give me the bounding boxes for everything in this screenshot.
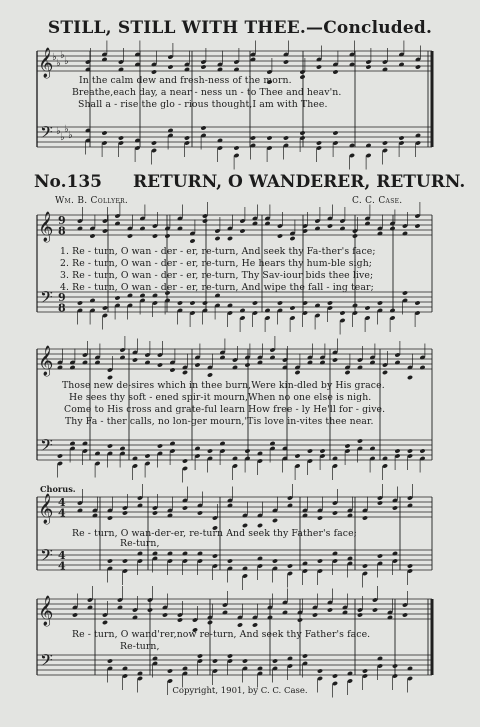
note-head [365, 64, 371, 69]
lyric-line: Re - turn, O wand'rer,now re-turn, And seek thy Father's face. [72, 629, 371, 640]
note-head [182, 458, 188, 463]
note-head [392, 505, 398, 510]
note-head [244, 362, 250, 367]
note-head [252, 300, 258, 305]
music-credit: C. C. Case. [352, 196, 403, 206]
note-head [102, 228, 108, 233]
note-head [107, 443, 113, 448]
note-head [184, 135, 190, 140]
note-head [289, 236, 295, 241]
note-head [302, 653, 308, 658]
note-head [299, 130, 305, 135]
note-head [362, 668, 368, 673]
note-head [207, 448, 213, 453]
note-head [415, 64, 421, 69]
note-head [189, 300, 195, 305]
note-head [316, 64, 322, 69]
treble-clef: 𝄞 [38, 212, 54, 242]
note-head [377, 500, 383, 505]
words-credit: Wm. B. Collyer. [55, 196, 129, 206]
note-head [157, 362, 163, 367]
note-head [114, 295, 120, 300]
note-head [299, 74, 305, 79]
note-head [212, 553, 218, 558]
note-head [242, 658, 248, 663]
note-head [102, 620, 108, 625]
note-head [152, 510, 158, 515]
lyric-line: 3. Re - turn, O wan - der - er, re-turn, Thy Sav-iour bids thee live; [60, 270, 374, 281]
lyric-line: Re - turn, O wan-der-er, re-turn And seek thy Father's face; [72, 528, 357, 539]
note-head [122, 558, 128, 563]
bass-clef: 𝄢 [40, 435, 53, 459]
note-head [344, 443, 350, 448]
time-signature: 8 [58, 301, 66, 315]
time-signature: 4 [58, 496, 66, 509]
note-head [357, 612, 363, 617]
note-head [402, 612, 408, 617]
hymn-number: No.135 [34, 172, 102, 192]
lyric-line: He sees thy soft - ened spir-it mourn,When no one else is nigh. [69, 392, 372, 403]
note-head [177, 300, 183, 305]
flat-sign: ♭ [68, 130, 73, 141]
note-head [382, 370, 388, 375]
note-head [147, 607, 153, 612]
lyric-line: Thy Fa - ther calls, no lon-ger mourn,'Tis love in-vites thee near. [65, 416, 374, 427]
flat-sign: ♭ [64, 124, 69, 135]
chorus-label: Chorus. [40, 484, 76, 494]
note-head [132, 357, 138, 362]
bass-clef: 𝄢 [40, 545, 53, 569]
note-head [227, 236, 233, 241]
note-head [164, 233, 170, 238]
note-head [227, 653, 233, 658]
note-head [152, 233, 158, 238]
note-head [332, 357, 338, 362]
flat-sign: ♭ [56, 126, 61, 137]
note-head [102, 305, 108, 310]
page-header-title: STILL, STILL WITH THEE.—Concluded. [47, 18, 433, 38]
note-head [277, 300, 283, 305]
note-head [414, 300, 420, 305]
note-head [402, 290, 408, 295]
time-signature: 9 [58, 291, 66, 304]
note-head [332, 130, 338, 135]
note-head [272, 558, 278, 563]
note-head [398, 135, 404, 140]
note-head [419, 448, 425, 453]
note-head [72, 612, 78, 617]
time-signature: 9 [58, 214, 66, 227]
flat-sign: ♭ [60, 50, 65, 61]
note-head [182, 505, 188, 510]
note-head [202, 300, 208, 305]
note-head [287, 563, 293, 568]
note-head [357, 438, 363, 443]
note-head [283, 59, 289, 64]
note-head [233, 145, 239, 150]
treble-clef: 𝄞 [38, 596, 54, 626]
note-head [77, 300, 83, 305]
treble-clef: 𝄞 [38, 48, 54, 78]
note-head [227, 558, 233, 563]
bass-clef: 𝄢 [40, 650, 53, 674]
note-head [118, 135, 124, 140]
note-head [364, 305, 370, 310]
note-head [317, 515, 323, 520]
note-head [362, 563, 368, 568]
note-head [144, 453, 150, 458]
lyric-line: 2. Re - turn, O wan - der - er, re-turn, He hears thy hum-ble sigh; [60, 258, 373, 269]
note-head [189, 238, 195, 243]
note-head [167, 668, 173, 673]
note-head [107, 658, 113, 663]
note-head [327, 607, 333, 612]
copyright-notice: Copyright, 1901, by C. C. Case. [172, 686, 308, 696]
note-head [317, 558, 323, 563]
note-head [294, 370, 300, 375]
note-head [307, 448, 313, 453]
note-head [167, 64, 173, 69]
lyric-line: Shall a - rise the glo - rious thought,I am with Thee. [78, 99, 328, 110]
time-signature: 4 [58, 559, 66, 573]
flat-sign: ♭ [60, 132, 65, 143]
note-head [207, 372, 213, 377]
lyric-line: 4. Re - turn, O wan - der - er, re-turn, And wipe the fall - ing tear; [60, 282, 374, 293]
note-head [200, 125, 206, 130]
note-head [352, 233, 358, 238]
note-head [107, 515, 113, 520]
note-head [327, 300, 333, 305]
time-signature: 4 [58, 506, 66, 520]
note-head [377, 300, 383, 305]
note-head [212, 658, 218, 663]
lyric-line: Re-turn, [120, 538, 160, 549]
note-head [407, 563, 413, 568]
note-head [272, 658, 278, 663]
note-head [289, 305, 295, 310]
lyric-line: In the calm dew and fresh-ness of the morn. [79, 75, 292, 86]
note-head [317, 668, 323, 673]
note-head [200, 64, 206, 69]
note-head [162, 612, 168, 617]
note-head [377, 553, 383, 558]
hymn-title: RETURN, O WANDERER, RETURN. [133, 172, 466, 192]
note-head [332, 69, 338, 74]
lyric-line: Re-turn, [120, 641, 160, 652]
flat-sign: ♭ [52, 52, 57, 63]
note-head [252, 622, 258, 627]
note-head [414, 223, 420, 228]
note-head [202, 218, 208, 223]
note-head [197, 653, 203, 658]
flat-sign: ♭ [56, 58, 61, 69]
note-head [312, 612, 318, 617]
note-head [382, 140, 388, 145]
note-head [89, 233, 95, 238]
note-head [151, 140, 157, 145]
note-head [244, 448, 250, 453]
note-head [182, 370, 188, 375]
flat-sign: ♭ [64, 56, 69, 67]
note-head [197, 510, 203, 515]
note-head [266, 135, 272, 140]
note-head [394, 448, 400, 453]
lyric-line: 1. Re - turn, O wan - der - er, re-turn, And seek thy Fa-ther's face; [60, 246, 376, 257]
note-head [101, 130, 107, 135]
note-head [344, 370, 350, 375]
note-head [407, 375, 413, 380]
note-head [316, 140, 322, 145]
note-head [214, 236, 220, 241]
note-head [283, 135, 289, 140]
note-head [237, 622, 243, 627]
note-head [297, 617, 303, 622]
note-head [169, 367, 175, 372]
note-head [177, 617, 183, 622]
note-head [332, 673, 338, 678]
bass-clef: 𝄢 [40, 122, 53, 146]
note-head [207, 620, 213, 625]
note-head [151, 69, 157, 74]
note-head [277, 233, 283, 238]
time-signature: 8 [58, 224, 66, 238]
note-head [239, 228, 245, 233]
note-head [407, 448, 413, 453]
note-head [127, 233, 133, 238]
note-head [250, 135, 256, 140]
note-head [272, 518, 278, 523]
note-head [294, 453, 300, 458]
note-head [372, 607, 378, 612]
time-signature: 4 [58, 549, 66, 562]
treble-clef: 𝄞 [38, 346, 54, 376]
treble-clef: 𝄞 [38, 494, 54, 524]
note-head [122, 510, 128, 515]
lyric-line: Come to His cross and grate-ful learn How free - ly He'll for - give. [64, 404, 386, 415]
note-head [362, 515, 368, 520]
note-head [319, 448, 325, 453]
lyric-line: Those new de-sires which in thee burn,Were kin-dled by His grace. [62, 380, 385, 391]
note-head [107, 558, 113, 563]
note-head [332, 510, 338, 515]
note-head [57, 453, 63, 458]
note-head [327, 223, 333, 228]
bass-clef: 𝄢 [40, 287, 53, 311]
note-head [392, 663, 398, 668]
note-head [339, 310, 345, 315]
note-head [157, 443, 163, 448]
lyric-line: Breathe,each day, a near - ness un - to Thee and heav'n. [72, 87, 342, 98]
note-head [194, 362, 200, 367]
